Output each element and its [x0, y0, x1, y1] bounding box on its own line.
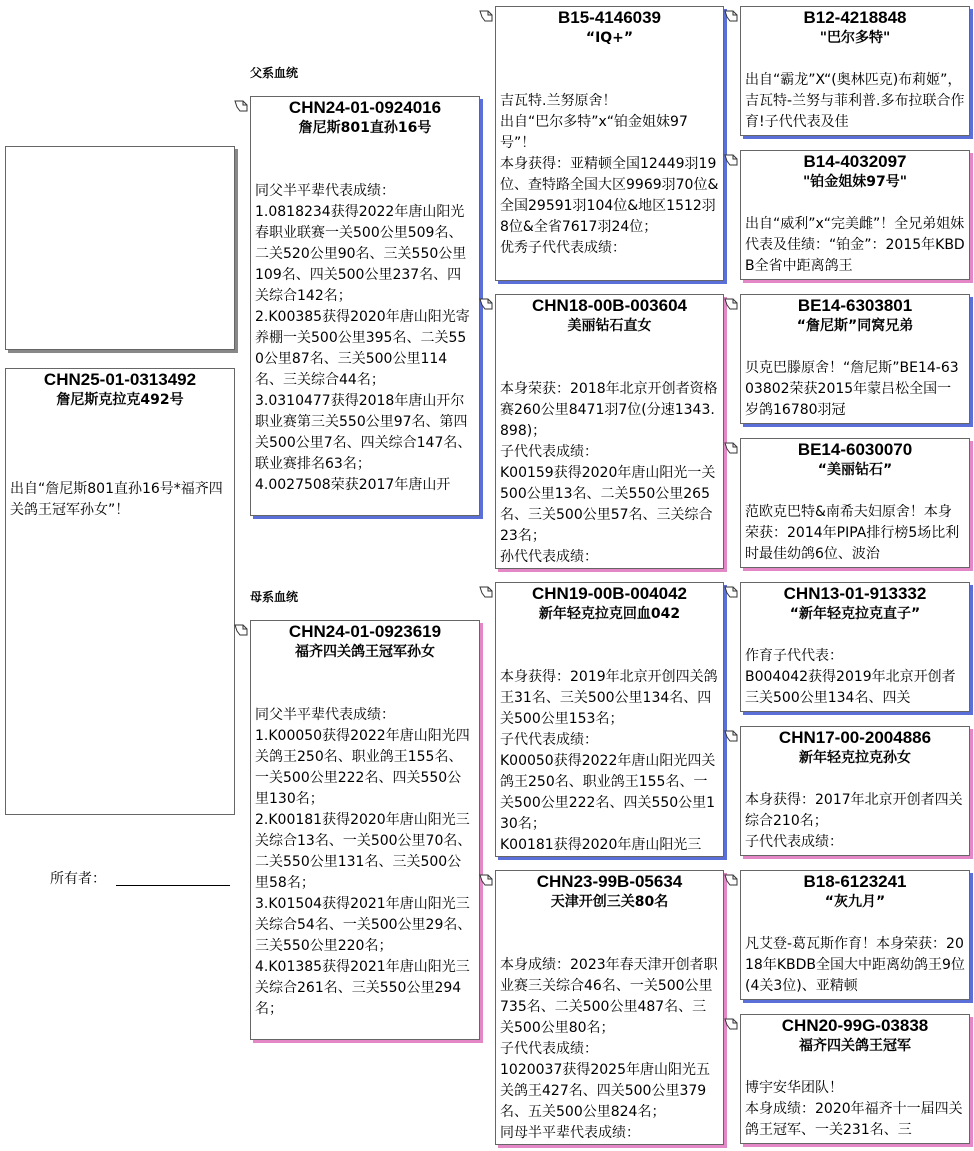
- sdd-name: “美丽钻石”: [817, 462, 893, 478]
- hand-pointer-icon: [724, 152, 738, 166]
- dsd-text: 本身获得：2017年北京开创者四关综合210名； 子代代表成绩：: [745, 792, 963, 850]
- hand-pointer-icon: [479, 584, 493, 598]
- dds-ring: B18-6123241: [803, 872, 907, 891]
- hand-pointer-icon: [234, 622, 248, 636]
- sdd-card[interactable]: [740, 438, 970, 568]
- hand-pointer-icon: [724, 8, 738, 22]
- paternal-label: 父系血统: [250, 66, 299, 80]
- hand-pointer-icon: [724, 728, 738, 742]
- sds-text: 贝克巴滕原舍！“詹尼斯”BE14-6303802荣获2015年蒙吕松全国一岁鸽16780羽冠: [745, 360, 959, 418]
- dds-name: “灰九月”: [824, 894, 886, 910]
- dam-text: 同父半平辈代表成绩： 1.K00050获得2022年唐山阳光四关鸽王250名、职业鸽王155名、一关500公里222名、四关550公里130名； 2.K00181获得2020年唐山阳光三关综合13名、一关500公里70名、二关550公里131名、三关500公里58名； 3.K01504获得2021年唐山阳光三关综合54名、一关500公里29名、三关550公里220名； 4.K01385获得2021年唐山阳光三关综合261名、三关550公里294名；: [255, 707, 472, 1017]
- sss-card[interactable]: [740, 6, 970, 136]
- subject-text: 出自“詹尼斯801直孙16号*福齐四关鸽王冠军孙女”！: [10, 481, 223, 518]
- sd-text: 本身荣获：2018年北京开创者资格赛260公里8471羽7位(分速1343.898)； 子代代表成绩： K00159获得2020年唐山阳光一关500公里13名、二关550公里265名、三关500公里57名、三关综合23名； 孙代代表成绩：: [500, 381, 718, 565]
- dd-card[interactable]: [495, 870, 724, 1145]
- dsd-card[interactable]: [740, 726, 970, 856]
- sds-name: “詹尼斯”同窝兄弟: [796, 318, 914, 334]
- hand-pointer-icon: [724, 872, 738, 886]
- ssd-text: 出自“威利”x“完美雌”！全兄弟姐妹代表及佳绩：“铂金”：2015年KBDB全省中距离鸽王: [745, 216, 965, 274]
- hand-pointer-icon: [479, 296, 493, 310]
- ssd-ring: B14-4032097: [803, 152, 907, 171]
- dd-text: 本身成绩：2023年春天津开创者职业赛三关综合46名、一关500公里735名、二关500公里487名、三关500公里80名； 子代代表成绩： 1020037获得2025年唐山阳光五关鸽王427名、四关500公里379名、五关500公里824名； 同母半平辈代表成绩：: [500, 957, 718, 1141]
- sd-card[interactable]: [495, 294, 724, 569]
- pigeon-photo: [5, 146, 235, 350]
- sss-name: "巴尔多特": [819, 30, 891, 46]
- subject-ring: CHN25-01-0313492: [43, 370, 197, 389]
- ssd-name: "铂金姐妹97号": [802, 174, 908, 190]
- hand-pointer-icon: [234, 98, 248, 112]
- sss-ring: B12-4218848: [803, 8, 907, 27]
- dss-ring: CHN13-01-913332: [783, 584, 927, 603]
- dds-card[interactable]: [740, 870, 970, 1000]
- sire-name: 詹尼斯801直孙16号: [298, 120, 432, 136]
- subject-name: 詹尼斯克拉克492号: [56, 392, 184, 408]
- sds-ring: BE14-6303801: [797, 296, 913, 315]
- dsd-name: 新年轻克拉克孙女: [799, 750, 911, 766]
- ddd-name: 福齐四关鸽王冠军: [799, 1038, 911, 1054]
- owner-line: [116, 885, 230, 886]
- sd-name: 美丽钻石直女: [567, 318, 652, 334]
- hand-pointer-icon: [724, 296, 738, 310]
- sdd-text: 范欧克巴特&南希夫妇原舍！本身荣获：2014年PIPA排行榜5场比利时最佳幼鸽6位、波治: [745, 504, 960, 562]
- ss-ring: B15-4146039: [557, 8, 662, 27]
- owner-label: 所有者：: [50, 871, 106, 887]
- hand-pointer-icon: [724, 1016, 738, 1030]
- maternal-label: 母系血统: [250, 590, 299, 604]
- ss-card[interactable]: [495, 6, 724, 281]
- ssd-card[interactable]: [740, 150, 970, 280]
- sd-ring: CHN18-00B-003604: [532, 296, 687, 315]
- ds-ring: CHN19-00B-004042: [532, 584, 687, 603]
- sire-ring: CHN24-01-0924016: [288, 98, 442, 117]
- ds-name: 新年轻克拉克回血042: [538, 606, 681, 622]
- dsd-ring: CHN17-00-2004886: [778, 728, 932, 747]
- dd-ring: CHN23-99B-05634: [536, 872, 683, 891]
- dss-text: 作育子代代表： B004042获得2019年北京开创者三关500公里134名、四关: [745, 648, 956, 706]
- dam-ring: CHN24-01-0923619: [288, 622, 442, 641]
- dss-name: “新年轻克拉克直子”: [789, 606, 921, 622]
- hand-pointer-icon: [724, 440, 738, 454]
- dds-text: 凡艾登-葛瓦斯作育！本身荣获：2018年KBDB全国大中距离幼鸽王9位(4关3位)、亚精顿: [745, 936, 965, 994]
- sire-card[interactable]: [250, 96, 480, 516]
- sss-text: 出自“霸龙”X“(奥林匹克)布莉姬”，吉瓦特-兰努与菲利普.多布拉联合作育!子代代表及佳: [745, 72, 965, 130]
- dd-name: 天津开创三关80名: [550, 894, 669, 910]
- hand-pointer-icon: [724, 584, 738, 598]
- sds-card[interactable]: [740, 294, 970, 424]
- sire-text: 同父半平辈代表成绩： 1.0818234获得2022年唐山阳光春职业联赛一关500公里509名、二关520公里90名、三关550公里109名、四关500公里237名、四关综合142名； 2.K00385获得2020年唐山阳光寄养棚一关500公里395名、二关550公里87名、三关500公里114名、三关综合44名； 3.0310477获得2018年唐山开尔职业赛第三关550公里97名、第四关500公里7名、四关综合147名、联业赛排名63名； 4.0027508荣获2017年唐山开: [255, 183, 472, 493]
- ddd-ring: CHN20-99G-03838: [781, 1016, 929, 1035]
- ss-text: 吉瓦特.兰努原舍！ 出自“巴尔多特”x“铂金姐妹97号”！ 本身获得：亚精顿全国12449羽19位、查特路全国大区9969羽70位&全国29591羽104位&地区1512羽8位&全省7617羽24位； 优秀子代代表成绩：: [500, 93, 719, 256]
- subject-card[interactable]: [5, 368, 235, 815]
- dam-name: 福齐四关鸽王冠军孙女: [295, 644, 435, 660]
- hand-pointer-icon: [479, 872, 493, 886]
- sdd-ring: BE14-6030070: [797, 440, 913, 459]
- hand-pointer-icon: [479, 8, 493, 22]
- ddd-card[interactable]: [740, 1014, 970, 1144]
- dam-card[interactable]: [250, 620, 480, 1040]
- dss-card[interactable]: [740, 582, 970, 712]
- ds-text: 本身获得：2019年北京开创四关鸽王31名、三关500公里134名、四关500公里153名； 子代代表成绩： K00050获得2022年唐山阳光四关鸽王250名、职业鸽王155名、一关500公里222名、四关550公里130名； K00181获得2020年唐山阳光三: [500, 669, 718, 853]
- ds-card[interactable]: [495, 582, 724, 857]
- ss-name: “IQ+”: [585, 30, 634, 46]
- ddd-text: 博宇安华团队！ 本身成绩：2020年福齐十一届四关鸽王冠军、一关231名、三: [745, 1080, 963, 1138]
